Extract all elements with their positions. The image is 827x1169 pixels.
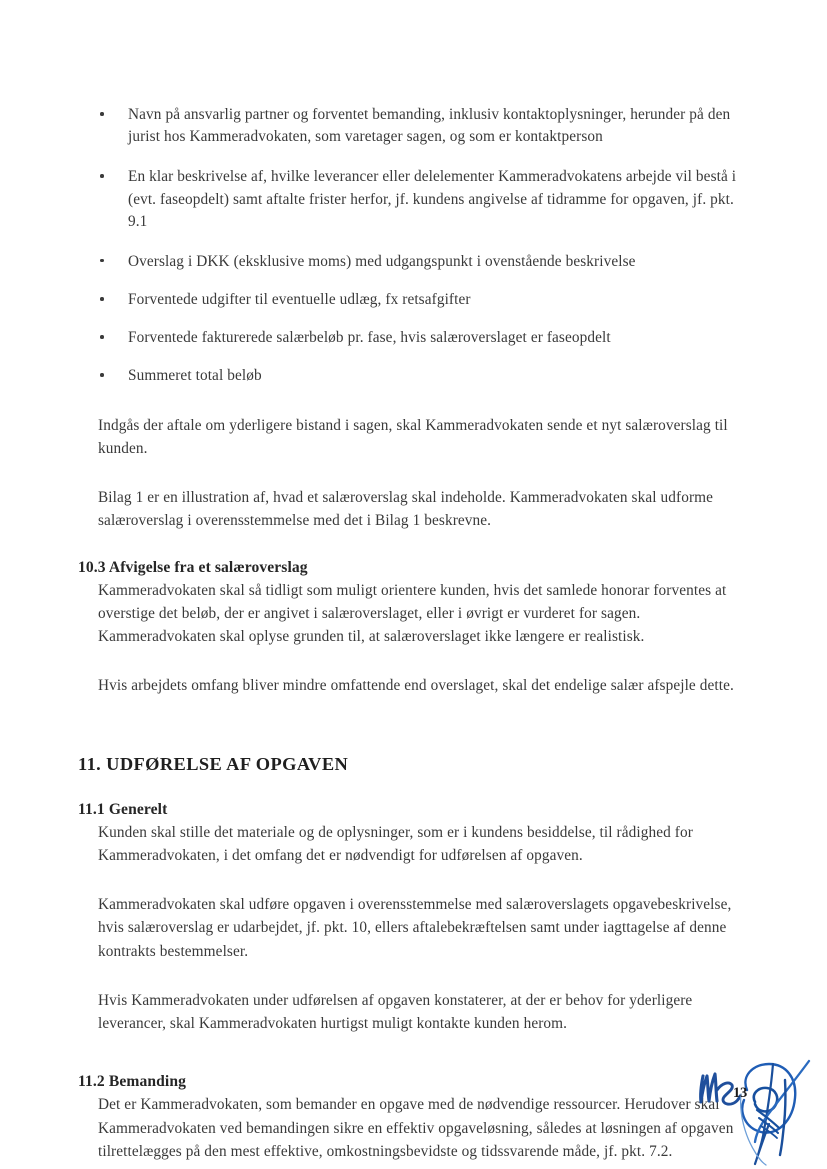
paragraph-11-2-1: Det er Kammeradvokaten, som bemander en opgave med de nødvendige ressourcer. Herudover skal Kammeradvokaten ved bemandingen sikre en effektiv opgaveløsning, således at løsningen af opgaven tilrettelægges på den mest effektive, omkostningsbevidste og tidssvarende måde, jf. pkt. 7.2. bbox=[98, 1096, 734, 1160]
heading-10-3: 10.3 Afvigelse fra et salæroverslag bbox=[78, 558, 308, 576]
list-item-text: Summeret total beløb bbox=[128, 367, 262, 385]
list-item-text: Forventede fakturerede salærbeløb pr. fase, hvis salæroverslaget er faseopdelt bbox=[128, 329, 611, 347]
list-item-text: En klar beskrivelse af, hvilke leverancer eller delelementer Kammeradvokatens arbejde vil bestå i (evt. faseopdelt) samt aftalte frister herfor, jf. kundens angivelse af tidramme for opgaven, jf. pkt. 9.1 bbox=[128, 168, 737, 230]
heading-11-1: 11.1 Generelt bbox=[78, 800, 168, 818]
list-item bbox=[78, 166, 750, 233]
paragraph-11-1-1: Kunden skal stille det materiale og de oplysninger, som er i kundens besiddelse, til rådighed for Kammeradvokaten, i det omfang det er nødvendigt for udførelsen af opgaven. bbox=[98, 823, 693, 864]
paragraph-additional-assistance: Indgås der aftale om yderligere bistand i sagen, skal Kammeradvokaten sende et nyt salæroverslag til kunden. bbox=[98, 416, 728, 457]
spacer bbox=[78, 476, 750, 486]
paragraph-10-3-1: Kammeradvokaten skal så tidligt som muligt orientere kunden, hvis det samlede honorar forventes at overstige det beløb, der er angivet i salæroverslaget, eller i øvrigt er vurderet for sagen. Kammeradvokaten skal oplyse grunden til, at salæroverslaget ikke længere er realistisk. bbox=[98, 581, 727, 646]
bullet-dot-icon bbox=[100, 373, 104, 377]
spacer bbox=[78, 883, 750, 893]
list-item-text: Navn på ansvarlig partner og forventet bemanding, inklusiv kontaktoplysninger, herunder på den jurist hos Kammeradvokaten, som varetager sagen, og som er kontaktperson bbox=[128, 106, 731, 146]
bullet-dot-icon bbox=[100, 112, 104, 116]
bullet-dot-icon bbox=[100, 335, 104, 339]
spacer bbox=[78, 664, 750, 674]
bullet-dot-icon bbox=[100, 259, 104, 263]
list-item-text: Forventede udgifter til eventuelle udlæg, fx retsafgifter bbox=[128, 291, 471, 309]
requirements-bullet-list bbox=[78, 104, 750, 388]
page-number: 13 bbox=[733, 1085, 747, 1101]
list-item bbox=[78, 251, 750, 273]
paragraph-11-1-2: Kammeradvokaten skal udføre opgaven i overensstemmelse med salæroverslagets opgavebeskrivelse, hvis salæroverslag er udarbejdet, jf. pkt. 10, ellers aftalebekræftelsen samt under iagttagelse af denne kontrakts bestemmelser. bbox=[98, 896, 732, 960]
spacer bbox=[78, 979, 750, 989]
spacer bbox=[78, 775, 750, 801]
paragraph-annex-illustration: Bilag 1 er en illustration af, hvad et salæroverslag skal indeholde. Kammeradvokaten skal udforme salæroverslag i overensstemmelse med det i Bilag 1 beskrevne. bbox=[98, 489, 714, 530]
heading-11-2: 11.2 Bemanding bbox=[78, 1073, 186, 1091]
list-item-text: Overslag i DKK (eksklusive moms) med udgangspunkt i ovenstående beskrivelse bbox=[128, 252, 636, 270]
list-item bbox=[78, 365, 750, 387]
list-item bbox=[78, 289, 750, 311]
bullet-dot-icon bbox=[100, 174, 104, 178]
bullet-dot-icon bbox=[100, 297, 104, 301]
page-content bbox=[78, 104, 750, 1169]
paragraph-10-3-2: Hvis arbejdets omfang bliver mindre omfattende end overslaget, skal det endelige salær afspejle dette. bbox=[98, 677, 734, 695]
spacer bbox=[78, 549, 750, 559]
list-item bbox=[78, 327, 750, 349]
spacer bbox=[78, 404, 750, 414]
signature-block bbox=[645, 1028, 825, 1169]
paragraph-11-1-3: Hvis Kammeradvokaten under udførelsen af opgaven konstaterer, at der er behov for yderligere leverancer, skal Kammeradvokaten hurtigst muligt kontakte kunden herom. bbox=[98, 991, 693, 1033]
heading-section-11: 11. UDFØRELSE AF OPGAVEN bbox=[78, 753, 349, 774]
list-item bbox=[78, 104, 750, 148]
spacer bbox=[78, 714, 750, 754]
